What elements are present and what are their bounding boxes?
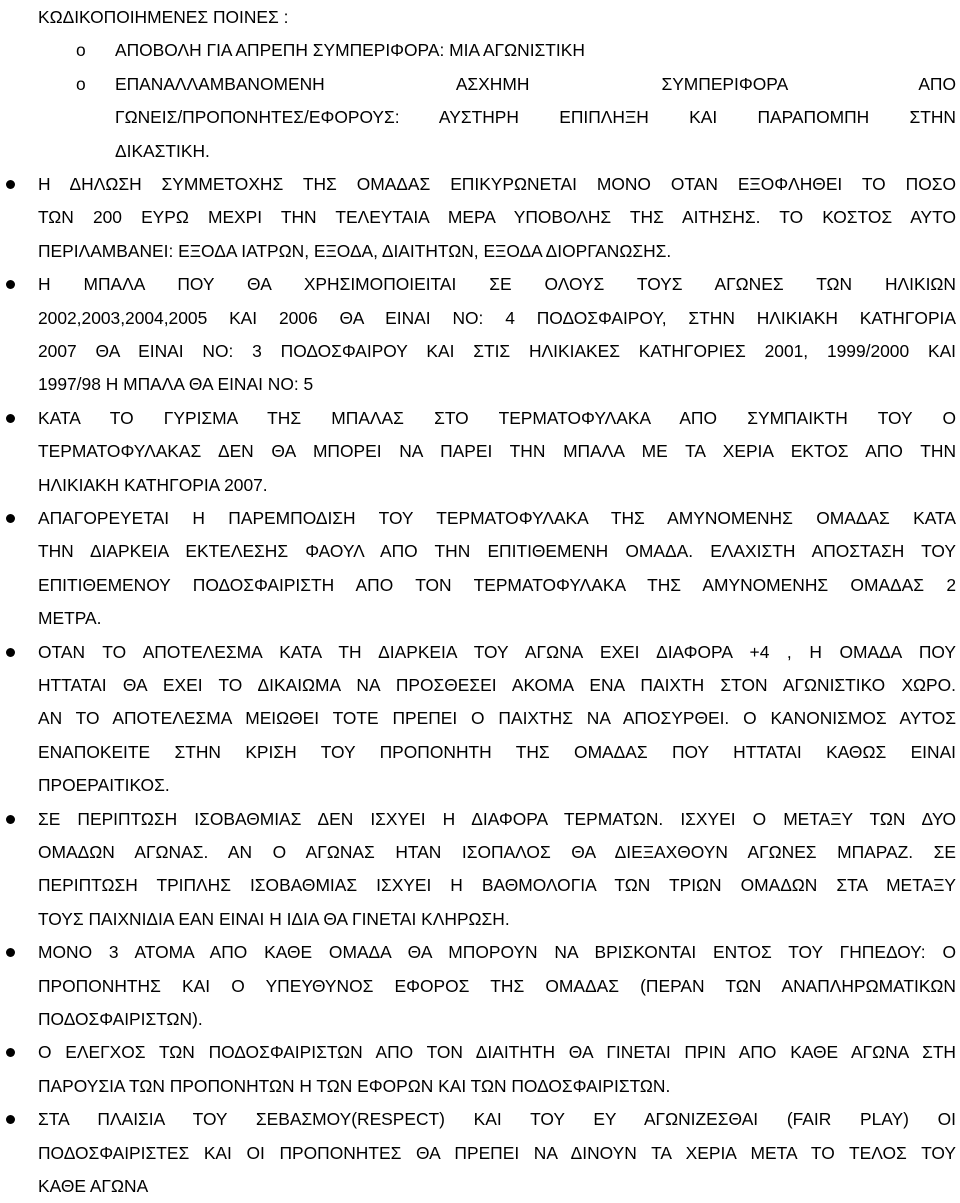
bullet-icon [4,803,24,836]
text-line: ΠΡΟΕΡΑΙΤΙΚΟΣ. [38,775,170,796]
text-line: ΚΑΘΕ ΑΓΩΝΑ [38,1176,149,1196]
sub-bullet-marker: o [76,73,86,94]
text-line: ΕΠΑΝΑΛΛΑΜΒΑΝΟΜΕΝΗ ΑΣΧΗΜΗ ΣΥΜΠΕΡΙΦΟΡΑ ΑΠΟ [115,73,956,94]
text-line: Η ΜΠΑΛΑ ΠΟΥ ΘΑ ΧΡΗΣΙΜΟΠΟΙΕΙΤΑΙ ΣΕ ΟΛΟΥΣ ΤΟΥΣ ΑΓΩΝΕΣ ΤΩΝ ΗΛΙΚΙΩΝ [38,274,956,295]
text-line: ΗΛΙΚΙΑΚΗ ΚΑΤΗΓΟΡΙΑ 2007. [38,474,268,495]
text-line: ΔΙΚΑΣΤΙΚΗ. [115,140,210,161]
text-line: ΑΠΟΒΟΛΗ ΓΙΑ ΑΠΡΕΠΗ ΣΥΜΠΕΡΙΦΟΡΑ: ΜΙΑ ΑΓΩΝΙΣΤΙΚΗ [115,40,585,61]
text-line: Η ΔΗΛΩΣΗ ΣΥΜΜΕΤΟΧΗΣ ΤΗΣ ΟΜΑΔΑΣ ΕΠΙΚΥΡΩΝΕΤΑΙ ΜΟΝΟ ΟΤΑΝ ΕΞΟΦΛΗΘΕΙ ΤΟ ΠΟΣΟ [38,174,956,194]
text-line: ΚΑΤΑ ΤΟ ΓΥΡΙΣΜΑ ΤΗΣ ΜΠΑΛΑΣ ΣΤΟ ΤΕΡΜΑΤΟΦΥΛΑΚΑ ΑΠΟ ΣΥΜΠΑΙΚΤΗ ΤΟΥ Ο [38,407,956,428]
text-line: ΤΗΝ ΔΙΑΡΚΕΙΑ ΕΚΤΕΛΕΣΗΣ ΦΑΟΥΛ ΑΠΟ ΤΗΝ ΕΠΙΤΙΘΕΜΕΝΗ ΟΜΑΔΑ. ΕΛΑΧΙΣΤΗ ΑΠΟΣΤΑΣΗ ΤΟΥ [38,541,956,562]
text-line: 2007 ΘΑ ΕΙΝΑΙ ΝΟ: 3 ΠΟΔΟΣΦΑΙΡΟΥ ΚΑΙ ΣΤΙΣ ΗΛΙΚΙΑΚΕΣ ΚΑΤΗΓΟΡΙΕΣ 2001, 1999/2000 ΚΑΙ [38,341,956,361]
text-line: ΕΠΙΤΙΘΕΜΕΝΟΥ ΠΟΔΟΣΦΑΙΡΙΣΤΗ ΑΠΟ ΤΟΝ ΤΕΡΜΑΤΟΦΥΛΑΚΑ ΤΗΣ ΑΜΥΝΟΜΕΝΗΣ ΟΜΑΔΑΣ 2 [38,574,956,595]
text-line: ΤΩΝ 200 ΕΥΡΩ ΜΕΧΡΙ ΤΗΝ ΤΕΛΕΥΤΑΙΑ ΜΕΡΑ ΥΠΟΒΟΛΗΣ ΤΗΣ ΑΙΤΗΣΗΣ. ΤΟ ΚΟΣΤΟΣ ΑΥΤΟ [38,207,956,228]
text-line: ΠΟΔΟΣΦΑΙΡΙΣΤΩΝ). [38,1009,203,1029]
text-line: ΕΝΑΠΟΚΕΙΤΕ ΣΤΗΝ ΚΡΙΣΗ ΤΟΥ ΠΡΟΠΟΝΗΤΗ ΤΗΣ ΟΜΑΔΑΣ ΠΟΥ ΗΤΤΑΤΑΙ ΚΑΘΩΣ ΕΙΝΑΙ [38,741,956,762]
text-line: ΓΩΝΕΙΣ/ΠΡΟΠΟΝΗΤΕΣ/ΕΦΟΡΟΥΣ: ΑΥΣΤΗΡΗ ΕΠΙΠΛΗΞΗ ΚΑΙ ΠΑΡΑΠΟΜΠΗ ΣΤΗΝ [115,107,956,128]
bullet-icon [4,636,24,669]
text-line: ΠΑΡΟΥΣΙΑ ΤΩΝ ΠΡΟΠΟΝΗΤΩΝ Η ΤΩΝ ΕΦΟΡΩΝ ΚΑΙ ΤΩΝ ΠΟΔΟΣΦΑΙΡΙΣΤΩΝ. [38,1075,671,1096]
bullet-icon [4,1103,24,1136]
bullet-icon [4,936,24,969]
text-line: ΑΠΑΓΟΡΕΥΕΤΑΙ Η ΠΑΡΕΜΠΟΔΙΣΗ ΤΟΥ ΤΕΡΜΑΤΟΦΥΛΑΚΑ ΤΗΣ ΑΜΥΝΟΜΕΝΗΣ ΟΜΑΔΑΣ ΚΑΤΑ [38,508,956,528]
text-line: ΜΟΝΟ 3 ΑΤΟΜΑ ΑΠΟ ΚΑΘΕ ΟΜΑΔΑ ΘΑ ΜΠΟΡΟΥΝ ΝΑ ΒΡΙΣΚΟΝΤΑΙ ΕΝΤΟΣ ΤΟΥ ΓΗΠΕΔΟΥ: Ο [38,942,956,963]
bullet-icon [4,268,24,301]
sub-bullet-marker: o [76,40,86,61]
text-line: ΠΟΔΟΣΦΑΙΡΙΣΤΕΣ ΚΑΙ ΟΙ ΠΡΟΠΟΝΗΤΕΣ ΘΑ ΠΡΕΠΕΙ ΝΑ ΔΙΝΟΥΝ ΤΑ ΧΕΡΙΑ ΜΕΤΑ ΤΟ ΤΕΛΟΣ ΤΟΥ [38,1142,956,1163]
text-line: 1997/98 Η ΜΠΑΛΑ ΘΑ ΕΙΝΑΙ ΝΟ: 5 [38,374,314,395]
bullet-icon [4,502,24,535]
text-line: ΑΝ ΤΟ ΑΠΟΤΕΛΕΣΜΑ ΜΕΙΩΘΕΙ ΤΟΤΕ ΠΡΕΠΕΙ Ο ΠΑΙΧΤΗΣ ΝΑ ΑΠΟΣΥΡΘΕΙ. Ο ΚΑΝΟΝΙΣΜΟΣ ΑΥΤΟΣ [38,708,956,729]
bullet-icon [4,1036,24,1069]
text-line: ΗΤΤΑΤΑΙ ΘΑ ΕΧΕΙ ΤΟ ΔΙΚΑΙΩΜΑ ΝΑ ΠΡΟΣΘΕΣΕΙ ΑΚΟΜΑ ΕΝΑ ΠΑΙΧΤΗ ΣΤΟΝ ΑΓΩΝΙΣΤΙΚΟ ΧΩΡΟ. [38,675,956,695]
text-line: ΣΤΑ ΠΛΑΙΣΙΑ ΤΟΥ ΣΕΒΑΣΜΟΥ(RESPECT) ΚΑΙ ΤΟΥ ΕΥ ΑΓΩΝΙΖΕΣΘΑΙ (FAIR PLAY) ΟΙ [38,1109,956,1130]
text-line: ΟΜΑΔΩΝ ΑΓΩΝΑΣ. ΑΝ Ο ΑΓΩΝΑΣ ΗΤΑΝ ΙΣΟΠΑΛΟΣ ΘΑ ΔΙΕΞΑΧΘΟΥΝ ΑΓΩΝΕΣ ΜΠΑΡΑΖ. ΣΕ [38,842,956,862]
text-line: ΜΕΤΡΑ. [38,608,102,629]
text-line: ΠΕΡΙΠΤΩΣΗ ΤΡΙΠΛΗΣ ΙΣΟΒΑΘΜΙΑΣ ΙΣΧΥΕΙ Η ΒΑΘΜΟΛΟΓΙΑ ΤΩΝ ΤΡΙΩΝ ΟΜΑΔΩΝ ΣΤΑ ΜΕΤΑΞΥ [38,875,956,896]
text-line: ΤΕΡΜΑΤΟΦΥΛΑΚΑΣ ΔΕΝ ΘΑ ΜΠΟΡΕΙ ΝΑ ΠΑΡΕΙ ΤΗΝ ΜΠΑΛΑ ΜΕ ΤΑ ΧΕΡΙΑ ΕΚΤΟΣ ΑΠΟ ΤΗΝ [38,441,956,462]
text-line: 2002,2003,2004,2005 ΚΑΙ 2006 ΘΑ ΕΙΝΑΙ ΝΟ: 4 ΠΟΔΟΣΦΑΙΡΟΥ, ΣΤΗΝ ΗΛΙΚΙΑΚΗ ΚΑΤΗΓΟΡΙΑ [38,307,956,328]
text-line: ΟΤΑΝ ΤΟ ΑΠΟΤΕΛΕΣΜΑ ΚΑΤΑ ΤΗ ΔΙΑΡΚΕΙΑ ΤΟΥ ΑΓΩΝΑ ΕΧΕΙ ΔΙΑΦΟΡΑ +4 , Η ΟΜΑΔΑ ΠΟΥ [38,641,956,662]
text-line: ΣΕ ΠΕΡΙΠΤΩΣΗ ΙΣΟΒΑΘΜΙΑΣ ΔΕΝ ΙΣΧΥΕΙ Η ΔΙΑΦΟΡΑ ΤΕΡΜΑΤΩΝ. ΙΣΧΥΕΙ Ο ΜΕΤΑΞΥ ΤΩΝ ΔΥΟ [38,808,956,829]
text-line: ΠΡΟΠΟΝΗΤΗΣ ΚΑΙ Ο ΥΠΕΥΘΥΝΟΣ ΕΦΟΡΟΣ ΤΗΣ ΟΜΑΔΑΣ (ΠΕΡΑΝ ΤΩΝ ΑΝΑΠΛΗΡΩΜΑΤΙΚΩΝ [38,975,956,996]
bullet-icon [4,402,24,435]
text-line: Ο ΕΛΕΓΧΟΣ ΤΩΝ ΠΟΔΟΣΦΑΙΡΙΣΤΩΝ ΑΠΟ ΤΟΝ ΔΙΑΙΤΗΤΗ ΘΑ ΓΙΝΕΤΑΙ ΠΡΙΝ ΑΠΟ ΚΑΘΕ ΑΓΩΝΑ ΣΤΗ [38,1042,956,1063]
text-line: ΤΟΥΣ ΠΑΙΧΝΙΔΙΑ ΕΑΝ ΕΙΝΑΙ Η ΙΔΙΑ ΘΑ ΓΙΝΕΤΑΙ ΚΛΗΡΩΣΗ. [38,908,510,929]
heading: ΚΩΔΙΚΟΠΟΙΗΜΕΝΕΣ ΠΟΙΝΕΣ : [38,7,289,27]
bullet-icon [4,168,24,201]
text-line: ΠΕΡΙΛΑΜΒΑΝΕΙ: ΕΞΟΔΑ ΙΑΤΡΩΝ, ΕΞΟΔΑ, ΔΙΑΙΤΗΤΩΝ, ΕΞΟΔΑ ΔΙΟΡΓΑΝΩΣΗΣ. [38,240,672,261]
